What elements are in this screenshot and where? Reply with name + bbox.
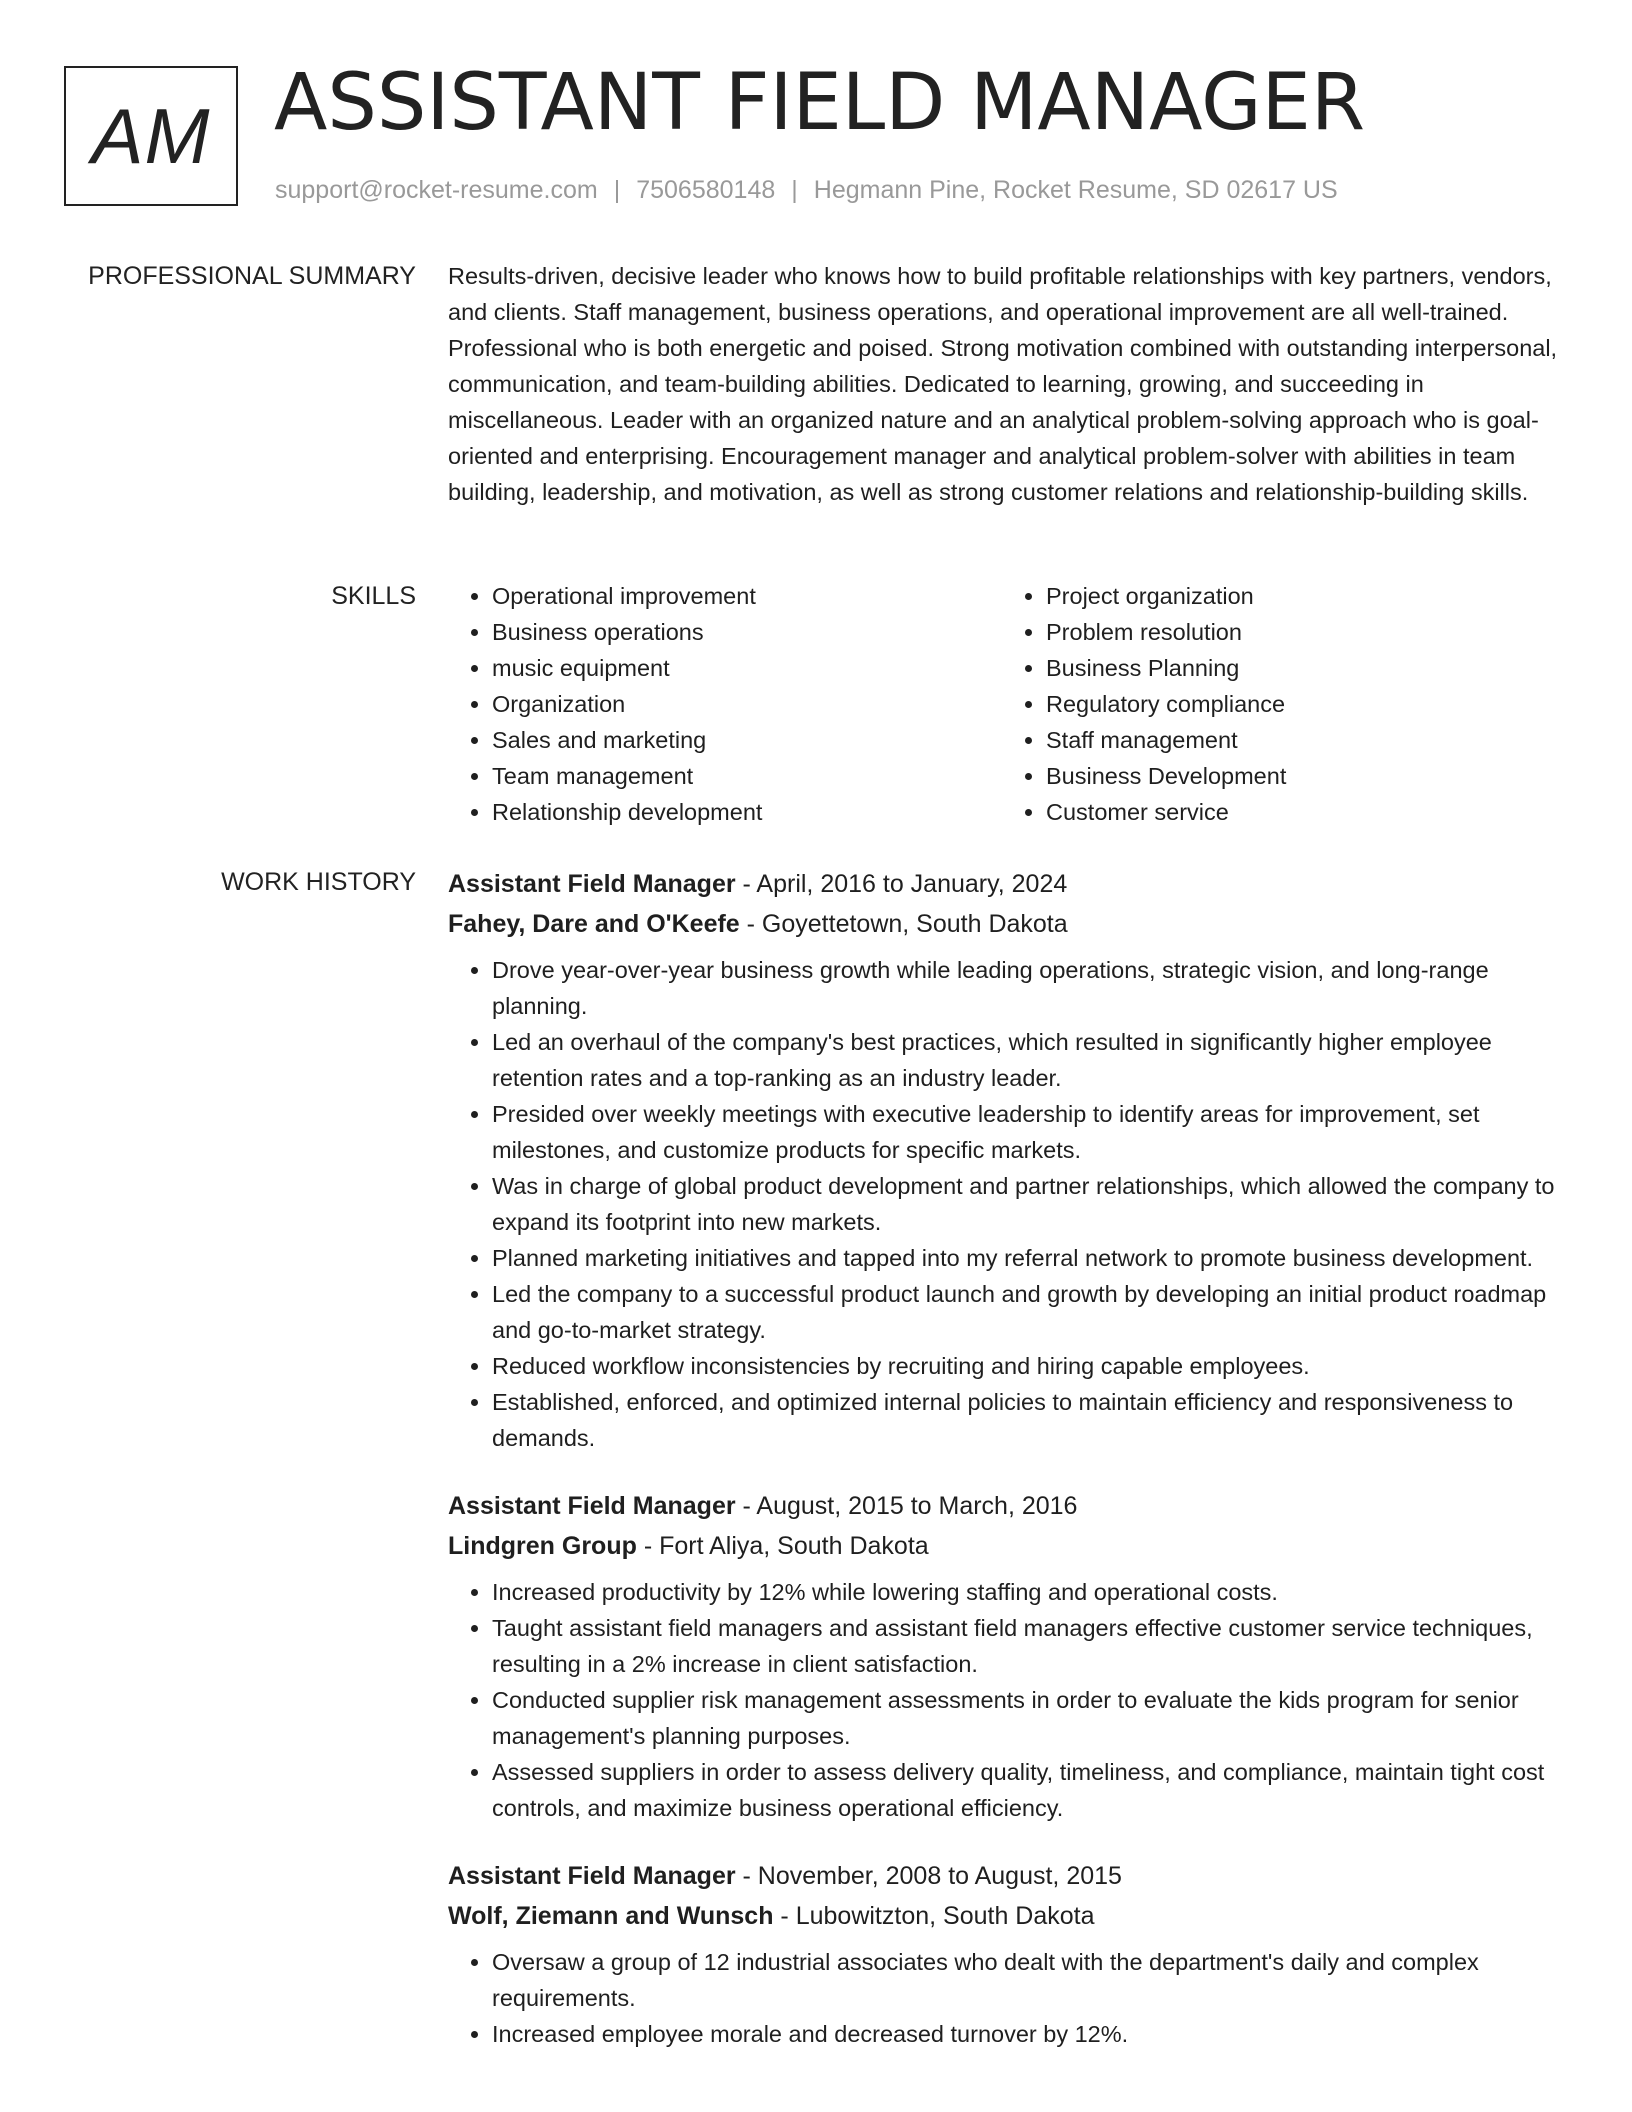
resume-title: ASSISTANT FIELD MANAGER (274, 58, 1366, 148)
contact-email[interactable]: support@rocket-resume.com (275, 176, 598, 204)
skills-list-right (1002, 578, 1556, 830)
skill-item: • Regulatory compliance (1046, 686, 1556, 722)
contact-phone[interactable]: 7506580148 (636, 176, 776, 204)
skill-item: • Organization (492, 686, 1002, 722)
skill-item: • Operational improvement (492, 578, 1002, 614)
contact-separator: | (791, 176, 798, 204)
contact-address: Hegmann Pine, Rocket Resume, SD 02617 US (813, 176, 1338, 204)
skill-item: • Customer service (1046, 794, 1556, 830)
monogram-logo: AM (64, 66, 238, 206)
skills-heading: SKILLS (331, 582, 416, 610)
job-company-line (448, 1526, 1560, 1566)
skills-lists (448, 578, 1560, 830)
job-title: Assistant Field Manager (448, 1862, 736, 1890)
summary-heading: PROFESSIONAL SUMMARY (88, 262, 416, 290)
job-entry (448, 1486, 1560, 1826)
job-entry (448, 1856, 1560, 2052)
job-title-line (448, 1856, 1560, 1896)
skill-item: • Business operations (492, 614, 1002, 650)
job-bullet: • Taught assistant field managers and assistant field managers effective customer service techniques, resulting in a 2% increase in client satisfaction. (492, 1610, 1560, 1682)
work-history-list (448, 864, 1560, 2082)
job-company: Lindgren Group (448, 1532, 637, 1560)
job-location: - Fort Aliya, South Dakota (636, 1532, 929, 1560)
job-title: Assistant Field Manager (448, 870, 736, 898)
job-bullet: • Led an overhaul of the company's best practices, which resulted in significantly higher employee retention rates and a top-ranking as an industry leader. (492, 1024, 1560, 1096)
job-bullet: • Planned marketing initiatives and tapped into my referral network to promote business development. (492, 1240, 1560, 1276)
skill-item: • Sales and marketing (492, 722, 1002, 758)
contact-separator: | (613, 176, 621, 204)
job-bullet: • Was in charge of global product development and partner relationships, which allowed the company to expand its footprint into new markets. (492, 1168, 1560, 1240)
job-title: Assistant Field Manager (448, 1492, 736, 1520)
job-bullet: • Led the company to a successful product launch and growth by developing an initial product roadmap and go-to-market strategy. (492, 1276, 1560, 1348)
job-title-line (448, 864, 1560, 904)
skill-item: • Business Planning (1046, 650, 1556, 686)
skill-item: • Staff management (1046, 722, 1556, 758)
job-bullet: • Presided over weekly meetings with executive leadership to identify areas for improvement, set milestones, and customize products for specific markets. (492, 1096, 1560, 1168)
job-dates: - November, 2008 to August, 2015 (735, 1862, 1122, 1890)
summary-text: Results-driven, decisive leader who knows how to build profitable relationships with key partners, vendors, and clients. Staff management, business operations, and operational improvement are all well-trained. Professional who is both energetic and poised. Strong motivation combined with outstanding interpersonal, communication, and team-building abilities. Dedicated to learning, growing, and succeeding in miscellaneous. Leader with an organized nature and an analytical problem-solving approach who is goal-oriented and enterprising. Encouragement manager and analytical problem-solver with abilities in team building, leadership, and motivation, as well as strong customer relations and relationship-building skills. (448, 263, 1558, 505)
job-entry (448, 864, 1560, 1456)
job-location: - Lubowitzton, South Dakota (773, 1902, 1095, 1930)
skills-list-left (448, 578, 1002, 830)
skill-item: • Business Development (1046, 758, 1556, 794)
job-bullets (448, 952, 1560, 1456)
job-bullet: • Drove year-over-year business growth while leading operations, strategic vision, and long-range planning. (492, 952, 1560, 1024)
job-bullet: • Conducted supplier risk management assessments in order to evaluate the kids program for senior management's planning purposes. (492, 1682, 1560, 1754)
job-title-line (448, 1486, 1560, 1526)
work-heading: WORK HISTORY (221, 868, 416, 896)
job-company: Fahey, Dare and O'Keefe (448, 910, 740, 938)
skill-item: • Problem resolution (1046, 614, 1556, 650)
job-bullet: • Increased productivity by 12% while lowering staffing and operational costs. (492, 1574, 1560, 1610)
skill-item: • Relationship development (492, 794, 1002, 830)
job-company: Wolf, Ziemann and Wunsch (448, 1902, 774, 1930)
job-bullets (448, 1944, 1560, 2052)
job-bullet: • Established, enforced, and optimized internal policies to maintain efficiency and responsiveness to demands. (492, 1384, 1560, 1456)
job-bullet: • Reduced workflow inconsistencies by recruiting and hiring capable employees. (492, 1348, 1560, 1384)
job-location: - Goyettetown, South Dakota (739, 910, 1068, 938)
skill-item: • Project organization (1046, 578, 1556, 614)
job-company-line (448, 1896, 1560, 1936)
job-bullets (448, 1574, 1560, 1826)
job-company-line (448, 904, 1560, 944)
skill-item: • music equipment (492, 650, 1002, 686)
contact-line (275, 175, 1338, 205)
job-bullet: • Increased employee morale and decreased turnover by 12%. (492, 2016, 1560, 2052)
job-bullet: • Oversaw a group of 12 industrial associates who dealt with the department's daily and complex requirements. (492, 1944, 1560, 2016)
skill-item: • Team management (492, 758, 1002, 794)
job-dates: - August, 2015 to March, 2016 (735, 1492, 1078, 1520)
job-bullet: • Assessed suppliers in order to assess delivery quality, timeliness, and compliance, maintain tight cost controls, and maximize business operational efficiency. (492, 1754, 1560, 1826)
job-dates: - April, 2016 to January, 2024 (735, 870, 1068, 898)
